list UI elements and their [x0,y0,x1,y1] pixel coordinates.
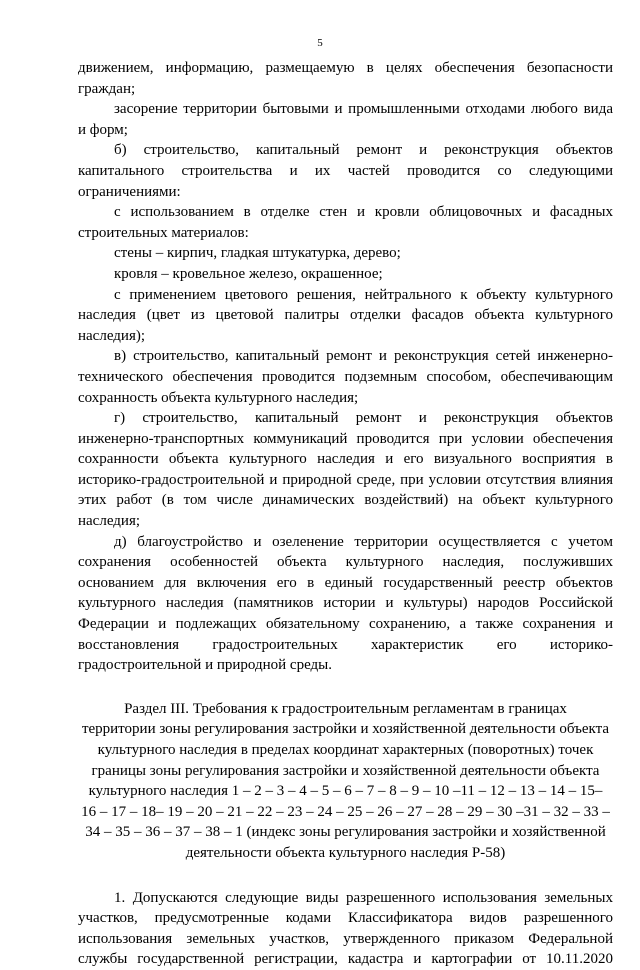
text-line: д) благоустройство и озеленение территории осуществляется с учетом [114,533,613,550]
text-line: основанием для включения его в единый государственный реестр объектов [78,574,613,591]
heading-line: деятельности объекта культурного наследия Р-58) [185,844,506,861]
text-line: культурного наследия (памятников истории и культуры) народов Российской [78,595,613,612]
permitted-use-paragraph [78,888,613,970]
text-line: г) строительство, капитальный ремонт и реконструкция объектов [114,410,613,427]
text-line: сохранения особенностей объекта культурного наследия, послуживших [78,554,613,571]
text-line: Федерации и подлежащих обязательному сохранению, а также сохранения и [78,616,613,633]
heading-line: 34 – 35 – 36 – 37 – 38 – 1 (индекс зоны регулирования застройки и хозяйственной [85,824,606,841]
text-line: историко-градостроительной и природной среде, при условии отсутствия влияния [78,471,613,488]
text-line: этих работ (в том числе динамических воздействий) на объект культурного [78,492,613,509]
text-line: сохранности объекта культурного наследия и его визуального восприятия в [78,451,613,468]
text-line: капитального строительства и их частей проводится со следующими [78,162,613,179]
text-line: восстановления градостроительных характеристик его историко- [78,636,613,653]
text-line: наследия; [78,513,141,530]
text-line: ограничениями: [78,183,181,200]
text-line: наследия); [78,327,146,344]
text-line: использования земельных участков, утвержденного приказом Федеральной [78,930,613,947]
heading-line: культурного наследия 1 – 2 – 3 – 4 – 5 – 6 – 7 – 8 – 9 – 10 –11 – 12 – 13 – 14 – 15– [88,783,603,800]
heading-line: культурного наследия в пределах координат характерных (поворотных) точек [97,742,594,758]
text-line: кровля – кровельное железо, окрашенное; [114,265,383,282]
heading-line: 16 – 17 – 18– 19 – 20 – 21 – 22 – 23 – 24 – 25 – 26 – 27 – 28 – 29 – 30 –31 – 32 – 33 – [81,803,610,820]
text-line: с использованием в отделке стен и кровли облицовочных и фасадных [114,204,613,221]
text-line: 1. Допускаются следующие виды разрешенного использования земельных [114,889,613,906]
text-line: строительных материалов: [78,224,249,241]
text-line: сохранность объекта культурного наследия; [78,389,359,406]
text-line: движением, информацию, размещаемую в целях обеспечения безопасности [78,60,613,76]
text-line: инженерно-транспортных коммуникаций проводится при условии обеспечения [78,430,613,447]
heading-line: границы зоны регулирования застройки и хозяйственной деятельности объекта [91,762,600,779]
section-spacer [78,864,613,888]
page-number: 5 [317,37,323,49]
text-line: стены – кирпич, гладкая штукатурка, дерево; [114,245,401,262]
text-line: граждан; [78,80,136,97]
text-line: участков, предусмотренные кодами Классификатора видов разрешенного [78,910,613,927]
section-spacer [78,676,613,699]
heading-line: Раздел III. Требования к градостроительным регламентам в границах [124,700,567,717]
text-line: технического обеспечения проводится подземным способом, обеспечивающим [78,368,613,385]
document-body [78,58,613,970]
heading-line: территории зоны регулирования застройки и хозяйственной деятельности объекта [81,721,610,738]
text-line: службы государственной регистрации, кадастра и картографии от 10.11.2020 [78,951,613,968]
text-line: наследия (цвет из цветовой палитры отделки фасадов объекта культурного [78,307,613,324]
text-line: б) строительство, капитальный ремонт и реконструкция объектов [114,142,613,159]
text-line: градостроительной и природной среды. [78,657,332,674]
requirements-text-block [78,58,613,676]
text-line: в) строительство, капитальный ремонт и реконструкция сетей инженерно- [114,348,613,365]
text-line: и форм; [78,121,128,138]
text-line: с применением цветового решения, нейтрального к объекту культурного [114,286,613,303]
text-line: засорение территории бытовыми и промышленными отходами любого вида [114,101,613,118]
section-heading [78,699,613,864]
